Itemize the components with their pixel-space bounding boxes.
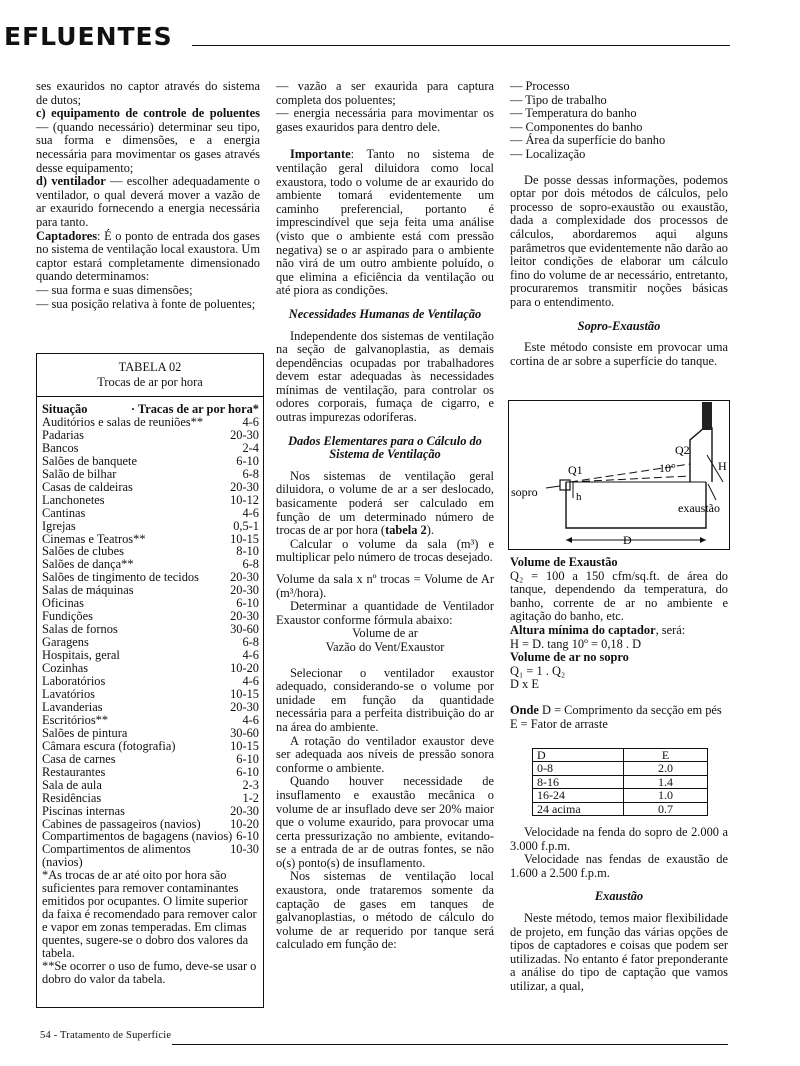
table-cell: 20-30 xyxy=(230,699,259,714)
table-row xyxy=(42,753,259,766)
table-row xyxy=(42,792,259,805)
table-row xyxy=(42,442,259,455)
formula: Q₁ = 1 . Q₂ xyxy=(510,663,566,678)
table-cell: 20-30 xyxy=(230,570,259,585)
table-row xyxy=(42,766,259,779)
paragraph: Velocidade nas fendas de exaustão de 1.600 a 2.500 f.p.m. xyxy=(510,852,728,880)
column-3-lower xyxy=(510,556,728,731)
table-cell: Salas de fornos xyxy=(42,622,118,637)
h-label: h xyxy=(576,491,582,503)
table-row xyxy=(533,789,708,802)
table-cell: Salões de pintura xyxy=(42,725,128,740)
sopro-exaustao-diagram xyxy=(508,400,730,550)
table-cell: 4-6 xyxy=(242,712,259,727)
paragraph: A rotação do ventilador exaustor deve ser adequada aos níveis de pressão sonora conforme o ambiente. xyxy=(276,733,494,775)
subheading: Dados Elementares para o Cálculo do Sistema de Ventilação xyxy=(288,433,482,462)
table-cell: Salões de clubes xyxy=(42,544,124,559)
paragraph: Volume da sala x nº trocas = Volume de Ar (m³/hora). xyxy=(276,572,494,600)
footer-rule xyxy=(172,1044,728,1045)
paragraph: Q₂ = 100 a 150 cfm/sq.ft. de área do tanque, dependendo da temperatura, do banho, corrente de ar no ambiente e agitação do banho, etc. xyxy=(510,568,728,624)
exhaust-duct-icon xyxy=(702,402,712,430)
table-cell: Salão de bilhar xyxy=(42,466,117,481)
table-cell: 2-4 xyxy=(242,440,259,455)
table-row xyxy=(42,520,259,533)
table-row xyxy=(42,481,259,494)
paragraph: Independente dos sistemas de ventilação na seção de galvanoplastia, as demais dependências ocupadas por trabalhadores devem estar adequadas às necessidades mínimas de ventilação, para controlar os odores corporais, fumaça de cigarro, e outras impurezas odoríferas. xyxy=(276,328,494,425)
subheading: Sopro-Exaustão xyxy=(577,318,661,333)
table-row xyxy=(42,740,259,753)
table-cell: Cantinas xyxy=(42,505,86,520)
table-row xyxy=(42,779,259,792)
angle-label: 10° xyxy=(659,461,676,475)
table-cell: Padarias xyxy=(42,427,84,442)
table-cell: 20-30 xyxy=(230,609,259,624)
table-cell: 16-24 xyxy=(533,789,624,802)
table-cell: 4-6 xyxy=(242,674,259,689)
list-item: — Área da superfície do banho xyxy=(510,133,666,148)
table-cell: Hospitais, geral xyxy=(42,648,120,663)
paragraph: Neste método, temos maior flexibilidade de projeto, em função das várias opções de tipos de captadores e coisas que podem ser utilizadas. No entanto é fator preponderante a análise do tipo de captação que vamos utilizar, a qual, xyxy=(510,910,728,993)
column-2 xyxy=(276,80,494,952)
paragraph: Velocidade na fenda do sopro de 2.000 a 3.000 f.p.m. xyxy=(510,825,728,853)
formula: D x E xyxy=(510,677,539,692)
q2-label: Q2 xyxy=(675,443,690,457)
exaustao-label: exaustão xyxy=(678,501,720,515)
column-header: · Tracas de ar por hora* xyxy=(130,402,259,416)
table-cell: 8-10 xyxy=(236,544,259,559)
table-cell: Lavanderias xyxy=(42,699,103,714)
table-cell: 10-20 xyxy=(230,816,259,831)
list-item: — Processo xyxy=(510,79,570,93)
table-cell: 0.7 xyxy=(624,802,708,815)
paragraph: Captadores: É o ponto de entrada dos gases no sistema de ventilação local exaustora. Um captor estará completamente dimensionado quando determinamos: xyxy=(36,228,260,284)
formula-denominator: Vazão do Vent/Exaustor xyxy=(325,639,445,654)
table-cell: Laboratórios xyxy=(42,674,106,689)
table-footnote: *As trocas de ar até oito por hora são suficientes para remover contaminantes emitidos por ocupantes. O limite superior da faixa é recomendado para remover calor e vapor em zonas temperadas. Em climas quentes, sugere-se o dobro dos valores da tabela. xyxy=(42,868,257,961)
paragraph: Nos sistemas de ventilação geral diluidora, o volume de ar a ser deslocado, basicamente poderá ser calculado em função de um determinado número de trocas de ar por hora (tabela 2). xyxy=(276,468,494,538)
table-cell: 6-10 xyxy=(236,751,259,766)
table-row xyxy=(42,727,259,740)
table-row xyxy=(42,468,259,481)
subheading: Exaustão xyxy=(594,889,644,904)
table-row xyxy=(533,762,708,775)
table-cell: 10-20 xyxy=(230,661,259,676)
paragraph: E = Fator de arraste xyxy=(510,716,608,731)
paragraph: Importante: Tanto no sistema de ventilação geral diluidora como local exaustora, todo o volume de ar exaurido do ambiente tomará evidentemente um caminho preferencial, portanto é imprescindível que seja feita uma análise (visto que o ambiente está com pressão negativa) se o ar aspirado para o ambiente não virá de um outro ambiente poluído, o que elimina a eficiência da ventilação ou até piora as condições. xyxy=(276,147,494,298)
table-cell: 4-6 xyxy=(242,505,259,520)
list-item: — Tipo de trabalho xyxy=(510,92,607,107)
table-row xyxy=(42,494,259,507)
sopro-label: sopro xyxy=(511,485,538,499)
table-row xyxy=(533,802,708,815)
table-cell: 1.0 xyxy=(624,789,708,802)
table-02 xyxy=(36,353,264,1008)
table-cell: 6-10 xyxy=(236,596,259,611)
paragraph: Determinar a quantidade de Ventilador Exaustor conforme fórmula abaixo: xyxy=(276,599,494,627)
table-cell: Oficinas xyxy=(42,596,84,611)
table-header-row xyxy=(533,749,708,762)
table-cell: Bancos xyxy=(42,440,79,455)
exhaust-arrow xyxy=(708,484,716,500)
column-header: E xyxy=(624,749,708,762)
table-cell: 1-2 xyxy=(242,790,259,805)
paragraph: d) ventilador — escolher adequadamente o ventilador, o qual deverá mover a vazão de ar exaurido fornecendo a energia necessária para tanto. xyxy=(36,174,260,229)
list-item: — vazão a ser exaurida para captura completa dos poluentes; xyxy=(276,79,494,107)
table-row xyxy=(533,775,708,788)
q1-label: Q1 xyxy=(568,463,583,477)
paragraph: Altura mínima do captador, será: xyxy=(510,622,686,637)
table-cell: Salas de máquinas xyxy=(42,583,134,598)
drag-factor-table xyxy=(532,748,708,816)
table-row xyxy=(42,429,259,442)
table-cell: 20-30 xyxy=(230,427,259,442)
table-cell: Cabines de passageiros (navios) xyxy=(42,816,201,831)
column-header: Situação xyxy=(42,402,88,416)
column-3-bottom xyxy=(510,826,728,994)
table-cell: 2.0 xyxy=(624,762,708,775)
table-cell: Igrejas xyxy=(42,518,76,533)
column-header: D xyxy=(533,749,624,762)
table-cell: Fundições xyxy=(42,609,93,624)
table-row xyxy=(42,507,259,520)
table-row xyxy=(42,416,259,429)
list-item: — Localização xyxy=(510,146,586,161)
header-rule xyxy=(192,45,730,46)
table-cell: Câmara escura (fotografia) xyxy=(42,738,176,753)
table-cell: Piscinas internas xyxy=(42,803,125,818)
table-cell: 2-3 xyxy=(242,777,259,792)
list-item: — sua posição relativa à fonte de poluentes; xyxy=(36,296,256,311)
table-cell: Sala de aula xyxy=(42,777,102,792)
formula-numerator: Volume de ar xyxy=(352,626,418,641)
table-cell: 30-60 xyxy=(230,725,259,740)
column-1 xyxy=(36,80,260,311)
table-row xyxy=(42,714,259,727)
table-cell: 4-6 xyxy=(242,414,259,429)
table-header-row xyxy=(42,403,259,416)
table-cell: Lanchonetes xyxy=(42,492,105,507)
table-cell: 6-10 xyxy=(236,829,259,844)
table-cell: 8-16 xyxy=(533,775,624,788)
table-cell: Lavatórios xyxy=(42,686,95,701)
table-cell: 30-60 xyxy=(230,622,259,637)
table-cell: 10-15 xyxy=(230,686,259,701)
table-cell: 24 acima xyxy=(533,802,624,815)
section-title: EFLUENTES xyxy=(4,22,173,51)
table-cell: Compartimentos de alimentos (navios) xyxy=(42,842,191,870)
table-cell: Escritórios** xyxy=(42,712,109,727)
list-item: — Componentes do banho xyxy=(510,119,643,134)
table-row xyxy=(42,688,259,701)
table-subtitle: Trocas de ar por hora xyxy=(97,375,203,389)
table-row xyxy=(42,805,259,818)
table-cell: Salões de banquete xyxy=(42,453,137,468)
paragraph: Quando houver necessidade de insuflamento e exaustão mecânica o volume de ar insuflado deve ser 20% maior que o volume exaurido, para provocar uma certa pressurização no ambiente, evitando-se a entrada de ar de outras fontes, se não o(s) ponto(s) de insuflamento. xyxy=(276,774,494,870)
table-cell: Restaurantes xyxy=(42,764,106,779)
table-cell: Salões de dança** xyxy=(42,557,134,572)
table-row xyxy=(42,843,259,869)
paragraph: Onde D = Comprimento da secção em pés xyxy=(510,702,722,717)
paragraph: ses exauridos no captor através do sistema de dutos; xyxy=(36,79,260,107)
table-footnote: **Se ocorrer o uso de fumo, deve-se usar o dobro do valor da tabela. xyxy=(42,959,257,987)
table-cell: Salões de tingimento de tecidos xyxy=(42,570,199,585)
table-cell: 6-8 xyxy=(242,635,259,650)
list-item: — Temperatura do banho xyxy=(510,106,637,121)
paragraph: Nos sistemas de ventilação local exaustora, onde trataremos somente da captação de gases em tanques de galvanoplastias, o método de cálculo do volume de ar requerido por tanque será calculado em função de: xyxy=(276,869,494,952)
table-cell: 10-15 xyxy=(230,738,259,753)
exhaust-hood-icon xyxy=(690,428,712,482)
paragraph: Calcular o volume da sala (m³) e multiplicar pelo número de trocas desejado. xyxy=(276,536,494,565)
label: Volume de ar no sopro xyxy=(510,650,629,665)
table-cell: 0,5-1 xyxy=(233,518,259,533)
table-cell: Cozinhas xyxy=(42,661,89,676)
paragraph: c) equipamento de controle de poluentes — (quando necessário) determinar seu tipo, sua forma e dimensões, e a energia necessária para movimentar os gases através desse equipamento; xyxy=(36,106,260,175)
table-cell: 4-6 xyxy=(242,648,259,663)
list-item: — energia necessária para movimentar os gases exauridos para dentro dele. xyxy=(276,106,494,134)
paragraph: De posse dessas informações, podemos optar por dois métodos de cálculos, pelo processo de sopro-exaustão ou exaustão, dada a complexidade dos processos de cálculos, abordaremos aqui alguns parâmetros que evidentemente não darão ao leitor condições de elaborar um cálculo fino do volume de ar necessário, entretanto, procuraremos transmitir noções básicas para o entendimento. xyxy=(510,172,728,309)
table-cell: 20-30 xyxy=(230,803,259,818)
label: Volume de Exaustão xyxy=(510,555,618,569)
table-body xyxy=(37,397,263,986)
table-cell: Casas de caldeiras xyxy=(42,479,133,494)
arrow-left-icon xyxy=(566,537,572,543)
table-cell: 20-30 xyxy=(230,583,259,598)
table-cell: 6-10 xyxy=(236,764,259,779)
table-row xyxy=(42,701,259,714)
d-label: D xyxy=(623,533,632,547)
table-title: TABELA 02 xyxy=(118,360,182,374)
table-cell: Casa de carnes xyxy=(42,751,116,766)
page-header xyxy=(0,18,800,58)
blow-pipe xyxy=(546,486,560,488)
subheading: Necessidades Humanas de Ventilação xyxy=(288,306,482,321)
table-cell: 6-8 xyxy=(242,557,259,572)
table-cell: 0-8 xyxy=(533,762,624,775)
list-item: — sua forma e suas dimensões; xyxy=(36,282,193,297)
column-3 xyxy=(510,80,728,368)
table-cell: 10-15 xyxy=(230,531,259,546)
page-footer: 54 - Tratamento de Superfície xyxy=(40,1030,172,1041)
paragraph: Selecionar o ventilador exaustor adequado, considerando-se o volume por unidade em função da quantidade necessária para a perfeita distribuição do ar na área do ambiente. xyxy=(276,665,494,734)
table-cell: 10-30 xyxy=(230,842,259,857)
table-cell: 1.4 xyxy=(624,775,708,788)
table-cell: 10-12 xyxy=(230,492,259,507)
formula: H = D. tang 10º = 0,18 . D xyxy=(510,636,642,651)
arrow-right-icon xyxy=(700,537,706,543)
table-cell: Residências xyxy=(42,790,102,805)
H-label: H xyxy=(718,459,727,473)
table-cell: Compartimentos de bagagens (navios) xyxy=(42,829,233,844)
table-cell: Garagens xyxy=(42,635,89,650)
table-cell: 20-30 xyxy=(230,479,259,494)
table-cell: Auditórios e salas de reuniões** xyxy=(42,414,204,429)
paragraph: Este método consiste em provocar uma cortina de ar sobre a superfície do tanque. xyxy=(510,340,728,368)
table-cell: Cinemas e Teatros** xyxy=(42,531,146,546)
table-row xyxy=(42,455,259,468)
table-cell: 6-10 xyxy=(236,453,259,468)
table-cell: 6-8 xyxy=(242,466,259,481)
